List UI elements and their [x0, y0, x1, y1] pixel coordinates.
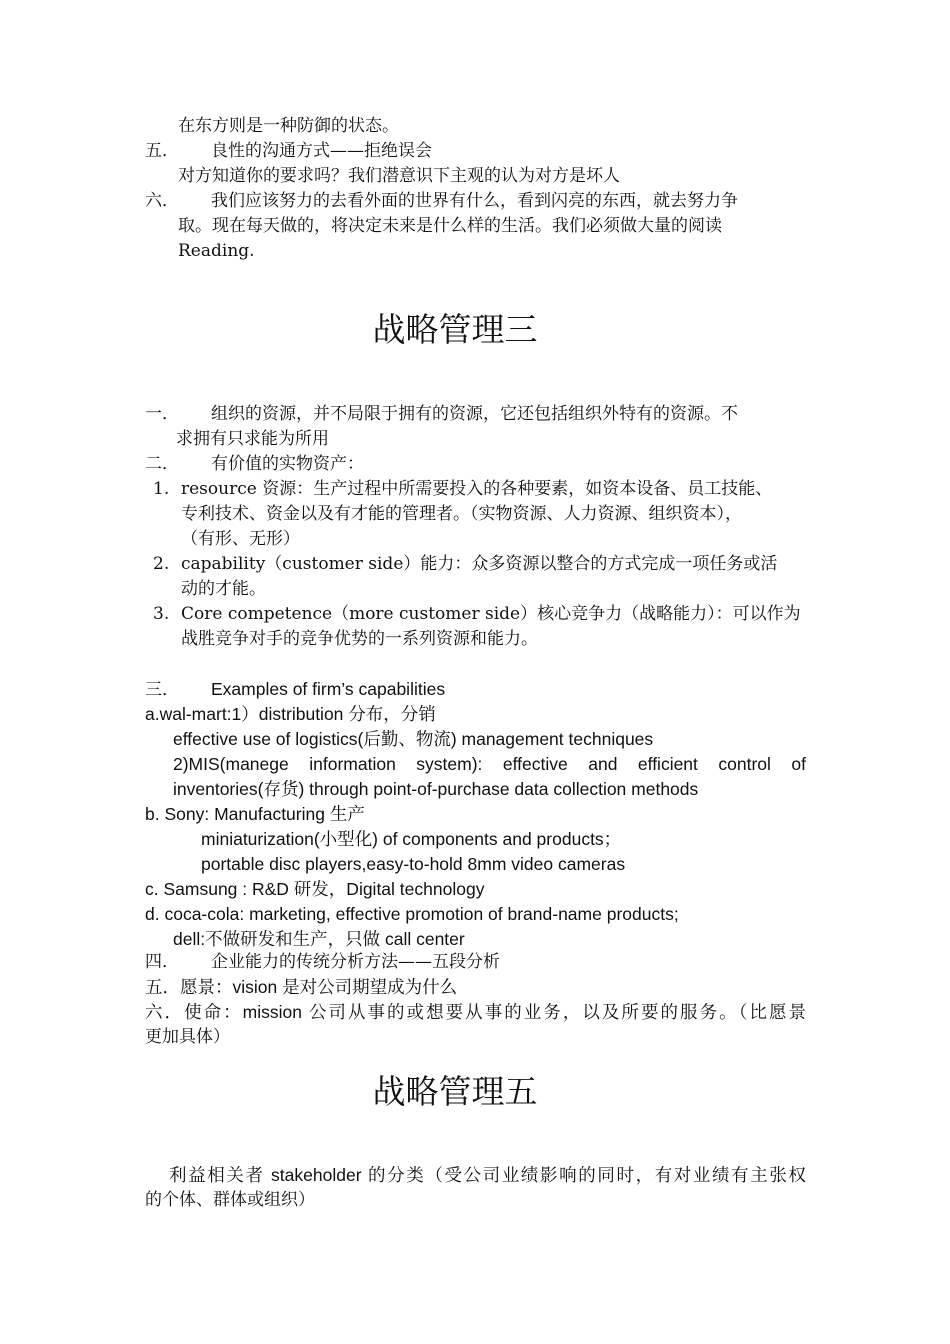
paragraph-line: （有形、无形）	[181, 529, 300, 549]
paragraph-line: portable disc players,easy-to-hold 8mm video cameras	[201, 854, 626, 874]
paragraph-line: dell:不做研发和生产，只做 call center	[173, 929, 465, 949]
paragraph-line: 求拥有只求能为所用	[176, 429, 329, 449]
example-sony: b. Sony: Manufacturing 生产	[145, 804, 365, 824]
numbered-item-3	[153, 602, 801, 626]
list-text: 组织的资源，并不局限于拥有的资源，它还包括组织外特有的资源。不	[211, 404, 738, 424]
item-number: 3.	[153, 604, 170, 624]
paragraph-line: 利益相关者 stakeholder 的分类（受公司业绩影响的同时，有对业绩有主张权	[169, 1165, 806, 1185]
list-item-6	[145, 189, 738, 213]
numbered-item-1	[153, 477, 772, 501]
example-coca-cola: d. coca-cola: marketing, effective promotion of brand-name products;	[145, 904, 679, 924]
item-text: capability（customer side）能力：众多资源以整合的方式完成一项任务或活	[181, 554, 778, 574]
list-label: 一．	[145, 404, 179, 424]
paragraph-line: 战胜竞争对手的竞争优势的一系列资源和能力。	[181, 629, 538, 649]
paragraph-line: 2)MIS(manege information system): effective and efficient control of	[173, 754, 806, 774]
item-number: 1.	[153, 479, 170, 499]
list-text: 我们应该努力的去看外面的世界有什么，看到闪亮的东西，就去努力争	[211, 191, 738, 211]
paragraph-line: miniaturization(小型化) of components and products；	[201, 829, 622, 849]
list-text: Examples of firm’s capabilities	[211, 679, 446, 699]
item-number: 2.	[153, 554, 170, 574]
section-title-5: 战略管理五	[372, 1072, 538, 1111]
section-title-3: 战略管理三	[372, 310, 538, 349]
list-item-3	[145, 677, 445, 702]
list-label: 三．	[145, 680, 179, 700]
list-label: 二．	[145, 454, 179, 474]
numbered-item-2	[153, 552, 777, 576]
paragraph-line: 专利技术、资金以及有才能的管理者。（实物资源、人力资源、组织资本），	[181, 504, 742, 524]
example-walmart: a.wal-mart:1）distribution 分布，分销	[145, 704, 436, 724]
paragraph-line: 更加具体）	[145, 1027, 230, 1047]
paragraph-line: 取。现在每天做的，将决定未来是什么样的生活。我们必须做大量的阅读	[178, 216, 722, 236]
paragraph-line: effective use of logistics(后勤、物流) management techniques	[173, 729, 654, 749]
list-item-2	[145, 452, 364, 476]
list-item-6-mission: 六．使命：mission 公司从事的或想要从事的业务，以及所要的服务。（比愿景	[145, 1002, 806, 1022]
item-text: Core competence（more customer side）核心竞争力（战略能力）：可以作为	[181, 604, 801, 624]
list-label: 四．	[145, 952, 179, 972]
paragraph-line: 动的才能。	[181, 579, 266, 599]
list-text: 良性的沟通方式——拒绝误会	[211, 141, 432, 161]
item-text: resource 资源：生产过程中所需要投入的各种要素，如资本设备、员工技能、	[181, 479, 773, 499]
list-text: 企业能力的传统分析方法——五段分析	[211, 952, 500, 972]
list-text: 有价值的实物资产：	[211, 454, 364, 474]
paragraph-line: inventories(存货) through point-of-purchase data collection methods	[173, 779, 699, 799]
list-label: 五．	[145, 141, 179, 161]
list-label: 六．	[145, 191, 179, 211]
paragraph-line: 在东方则是一种防御的状态。	[178, 116, 399, 136]
list-item-4	[145, 950, 500, 974]
paragraph-line: Reading.	[178, 241, 255, 261]
example-samsung: c. Samsung : R&D 研发，Digital technology	[145, 879, 485, 899]
list-item-5-vision: 五．愿景：vision 是对公司期望成为什么	[145, 977, 458, 997]
list-item-1	[145, 402, 738, 426]
list-item-5	[145, 139, 432, 163]
paragraph-line: 对方知道你的要求吗？我们潜意识下主观的认为对方是坏人	[178, 166, 620, 186]
paragraph-line: 的个体、群体或组织）	[145, 1190, 315, 1210]
